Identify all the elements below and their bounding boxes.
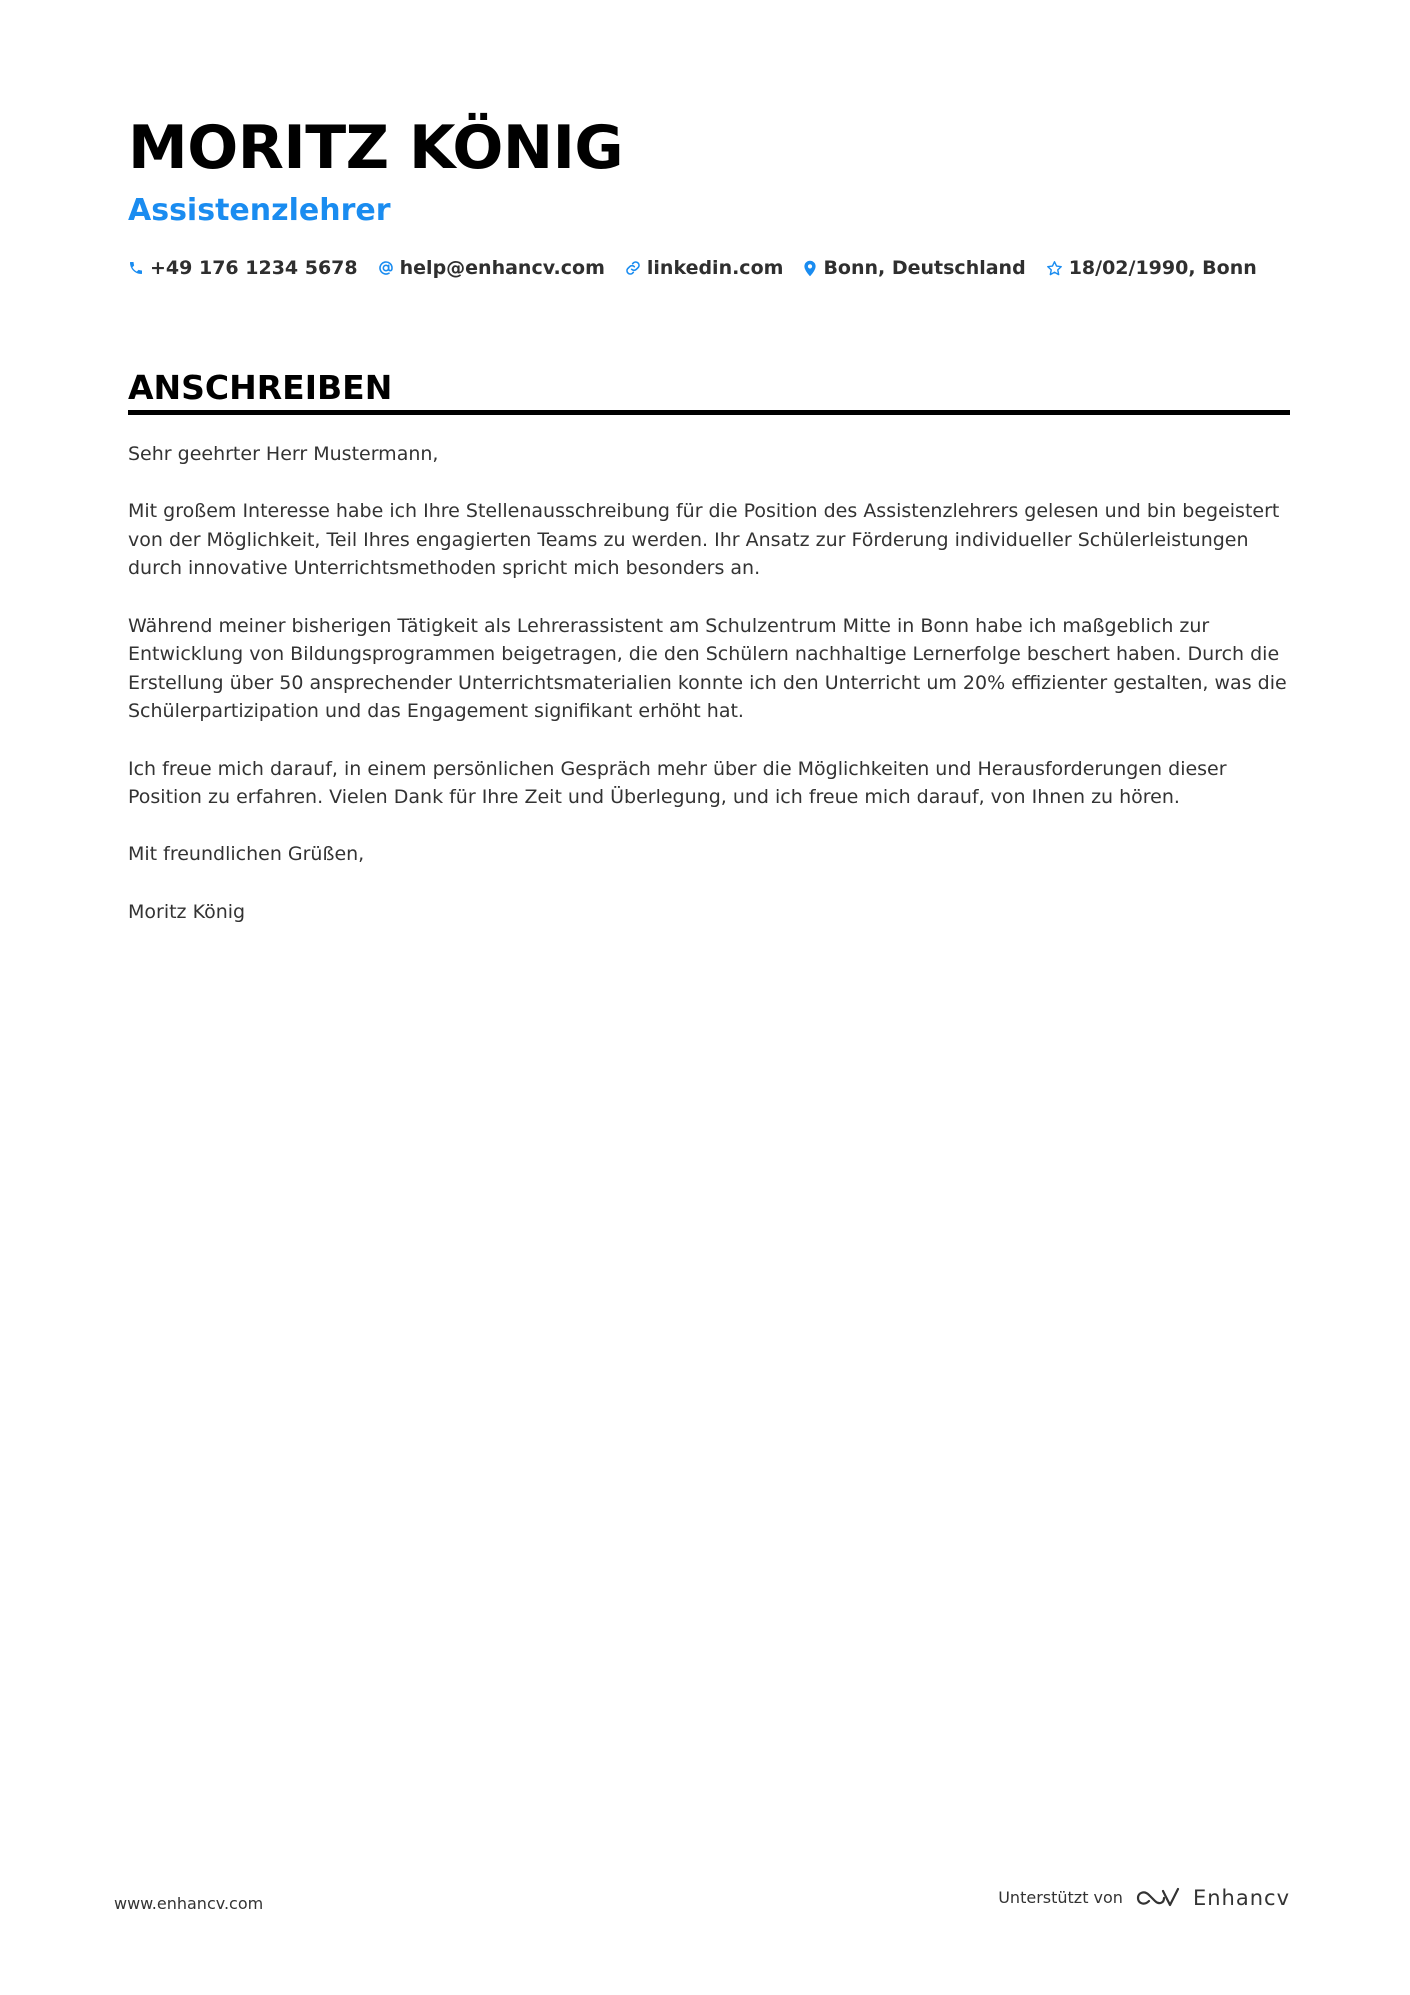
letter-salutation: Sehr geehrter Herr Mustermann, [128,443,439,465]
letter-body [128,440,1290,955]
candidate-name: MORITZ KÖNIG [128,113,624,183]
contact-email-text[interactable]: help@enhancv.com [399,257,605,279]
link-icon [625,260,641,276]
contact-phone [128,252,358,284]
letter-paragraph-2: Während meiner bisherigen Tätigkeit als Lehrerassistent am Schulzentrum Mitte in Bonn habe ich maßgeblich zur Entwicklung von Bildungsprogrammen beigetragen, die den Schülern nachhaltige Lernerfolge beschert haben. Durch die Erstellung über 50 ansprechender Unterrichtsmaterialien konnte ich den Unterricht um 20% effizienter gestalten, was die Schülerpartizipation und das Engagement signifikant erhöht hat. [128,614,1287,723]
at-icon [378,260,394,276]
contact-linkedin-text[interactable]: linkedin.com [646,257,784,279]
section-title: ANSCHREIBEN [128,368,393,407]
contact-linkedin[interactable] [625,252,784,284]
powered-by-label: Unterstützt von [998,1888,1123,1907]
contact-birth [1046,252,1257,284]
star-icon [1046,260,1063,277]
letter-closing: Mit freundlichen Grüßen, [128,843,365,866]
contact-email[interactable] [378,252,605,284]
phone-icon [128,260,144,276]
footer-website[interactable]: www.enhancv.com [114,1894,264,1913]
contact-phone-text: +49 176 1234 5678 [150,257,358,279]
contact-bar [128,252,1290,284]
job-title: Assistenzlehrer [128,193,391,228]
letter-signature: Moritz König [128,900,246,923]
contact-location [803,252,1025,284]
letter-paragraph-3: Ich freue mich darauf, in einem persönlichen Gespräch mehr über die Möglichkeiten und Herausforderungen dieser Position zu erfahren. Vielen Dank für Ihre Zeit und Überlegung, und ich freue mich darauf, von Ihnen zu hören. [128,757,1227,809]
location-pin-icon [803,260,817,277]
footer-branding [998,1886,1290,1910]
section-divider [128,410,1290,415]
contact-location-text: Bonn, Deutschland [823,257,1026,279]
enhancv-logo-icon [1135,1886,1181,1910]
brand-name: Enhancv [1192,1886,1290,1910]
letter-paragraph-1: Mit großem Interesse habe ich Ihre Stellenausschreibung für die Position des Assistenzlehrers gelesen und bin begeistert von der Möglichkeit, Teil Ihres engagierten Teams zu werden. Ihr Ansatz zur Förderung individueller Schülerleistungen durch innovative Unterrichtsmethoden spricht mich besonders an. [128,500,1280,580]
contact-birth-text: 18/02/1990, Bonn [1068,257,1257,279]
